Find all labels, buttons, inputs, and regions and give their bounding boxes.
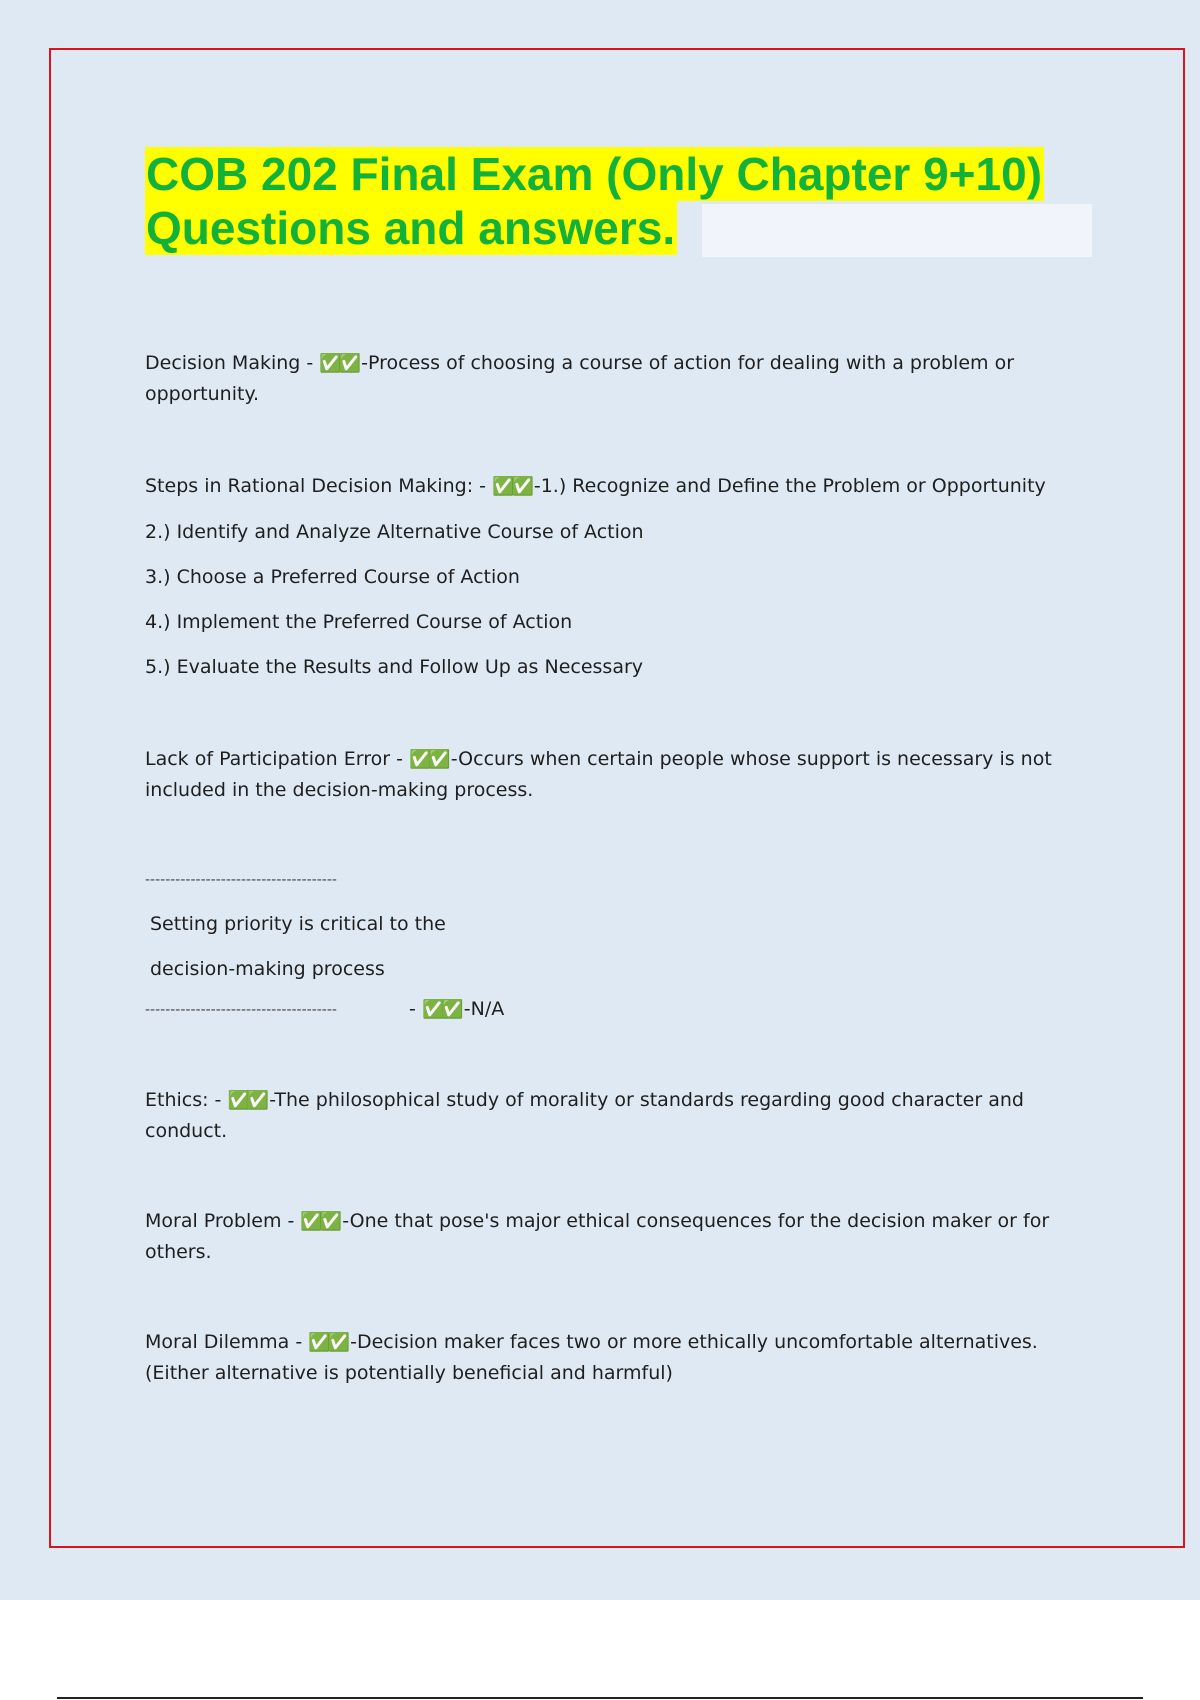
double-check-icon: ✅✅	[492, 476, 531, 497]
title-line-2: Questions and answers.	[146, 202, 676, 254]
entry-term: Moral Problem -	[145, 1210, 301, 1232]
entry-answer: -The philosophical study of morality or standards regarding good character and conduct.	[145, 1089, 1024, 1142]
document-title	[145, 147, 1093, 255]
entry-answer: -Occurs when certain people whose support is necessary is not included in the decision-making process.	[145, 748, 1052, 801]
entry-term: Moral Dilemma -	[145, 1331, 309, 1353]
step-item: 4.) Implement the Preferred Course of Action	[145, 611, 573, 633]
page-bottom-rule	[57, 1697, 1143, 1699]
double-check-icon: ✅✅	[319, 353, 359, 374]
entry-term: Ethics: -	[145, 1089, 228, 1111]
entry-answer: -N/A	[463, 998, 505, 1020]
entry-ethics	[145, 1085, 1095, 1146]
entry-term: Decision Making -	[145, 352, 320, 374]
entry-answer: -Process of choosing a course of action for dealing with a problem or opportunity.	[145, 352, 1014, 405]
entry-separator: -	[403, 998, 422, 1020]
priority-question-line-1: Setting priority is critical to the	[150, 913, 446, 935]
qa-list	[145, 348, 1095, 1388]
double-check-icon: ✅✅	[308, 1332, 348, 1353]
entry-term: Steps in Rational Decision Making: -	[145, 475, 493, 497]
entry-answer: -Decision maker faces two or more ethically uncomfortable alternatives. (Either alternative is potentially beneficial and harmful)	[145, 1331, 1038, 1384]
entry-moral-problem	[145, 1206, 1095, 1267]
double-check-icon: ✅✅	[421, 999, 461, 1020]
entry-answer: -1.) Recognize and Define the Problem or Opportunity	[533, 475, 1046, 497]
entry-moral-dilemma	[145, 1327, 1095, 1388]
double-check-icon: ✅✅	[408, 749, 448, 770]
entry-lack-of-participation	[145, 744, 1095, 805]
double-check-icon: ✅✅	[300, 1211, 340, 1232]
priority-question-line-2: decision-making process	[150, 958, 385, 980]
step-item: 3.) Choose a Preferred Course of Action	[145, 566, 520, 588]
entry-decision-making	[145, 348, 1095, 409]
step-item: 5.) Evaluate the Results and Follow Up as Necessary	[145, 656, 644, 678]
entry-answer: -One that pose's major ethical consequences for the decision maker or for others.	[145, 1210, 1050, 1263]
title-highlight-tail	[702, 204, 1092, 257]
priority-answer-row	[145, 994, 1095, 1025]
step-item: 2.) Identify and Analyze Alternative Course of Action	[145, 521, 644, 543]
dashed-divider: --------------------------------------	[145, 1001, 337, 1018]
entry-steps	[145, 471, 1095, 502]
dashed-divider: --------------------------------------	[145, 872, 337, 888]
title-line-1: COB 202 Final Exam (Only Chapter 9+10)	[146, 148, 1043, 200]
double-check-icon: ✅✅	[227, 1090, 267, 1111]
entry-term: Lack of Participation Error -	[145, 748, 409, 770]
